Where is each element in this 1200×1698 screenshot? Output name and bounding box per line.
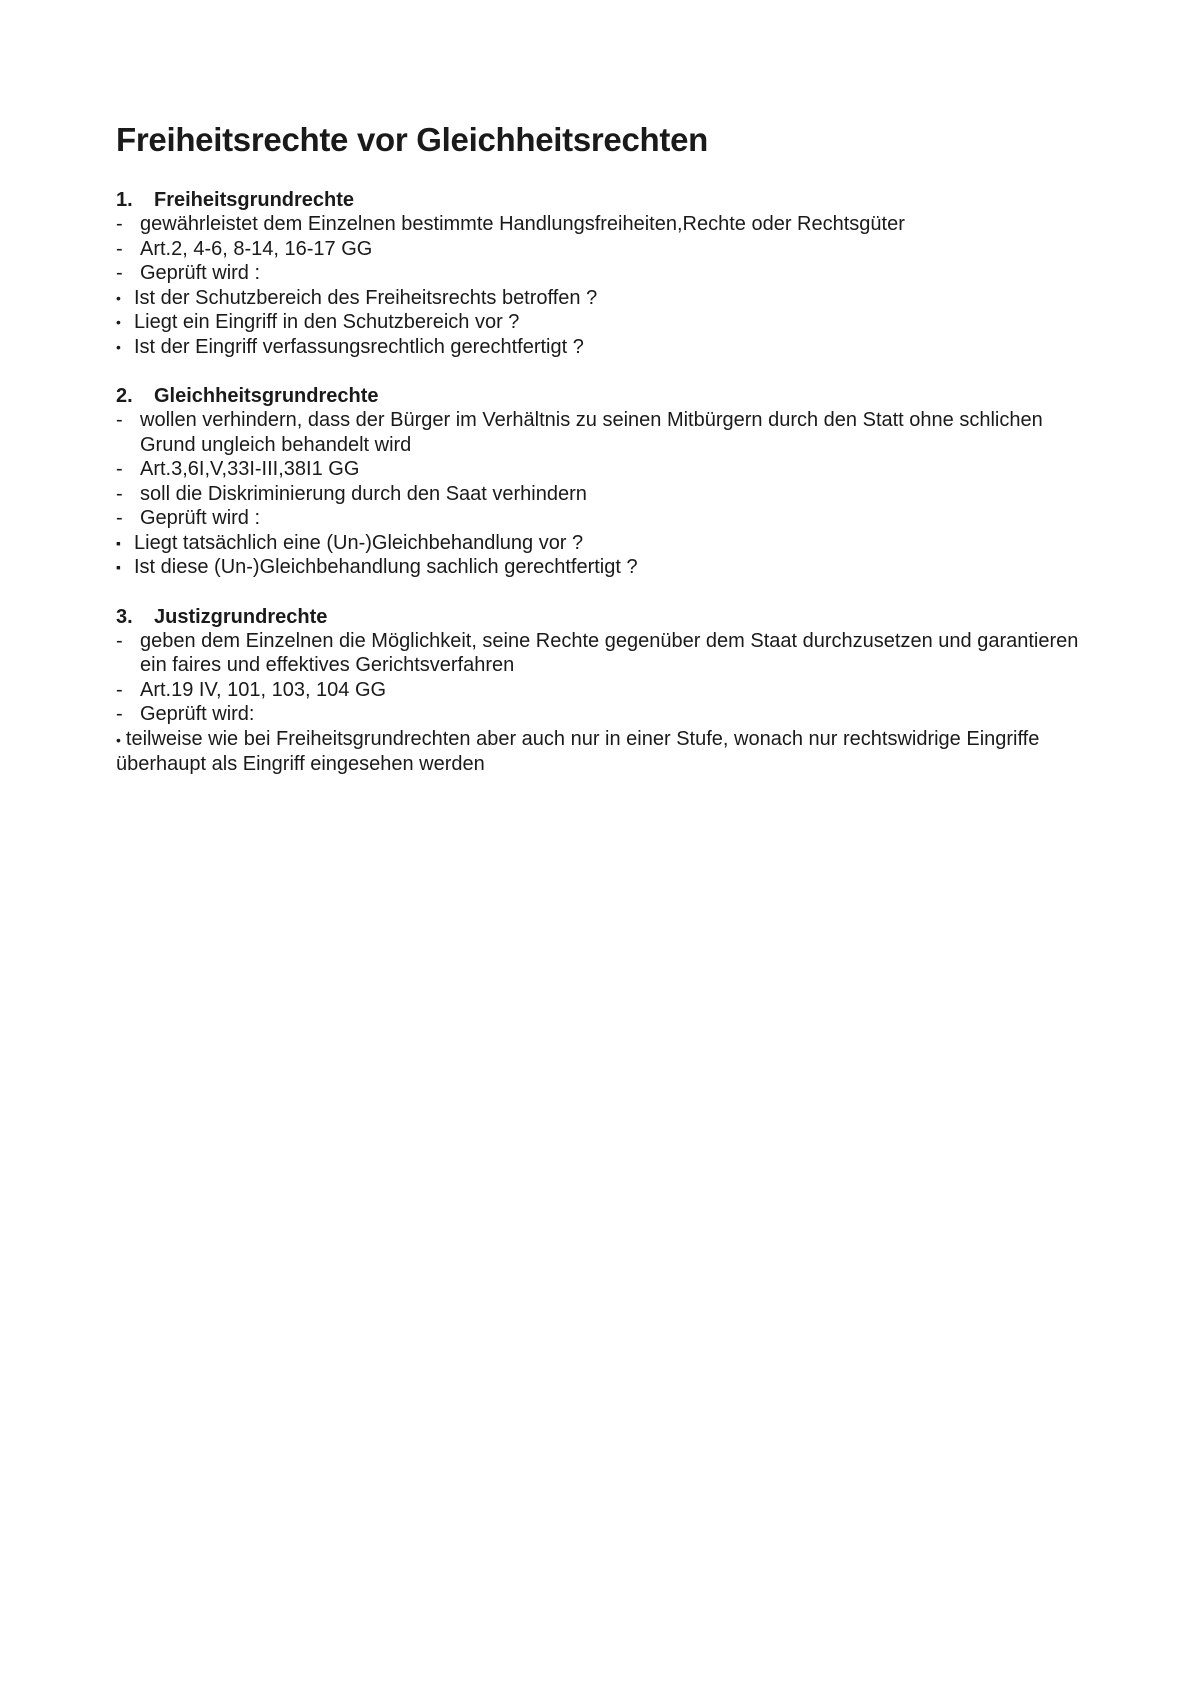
list-item-text: geben dem Einzelnen die Möglichkeit, seine Rechte gegenüber dem Staat durchzusetzen und garantieren ein faires und effektives Gerichtsverfahren	[140, 629, 1079, 676]
list-item-text: soll die Diskriminierung durch den Saat verhindern	[140, 482, 587, 505]
section-heading-text: Gleichheitsgrundrechte	[154, 385, 379, 407]
list-item	[116, 408, 1096, 457]
list-item	[116, 702, 1096, 727]
dash-marker: -	[116, 678, 123, 701]
list-item-text: gewährleistet dem Einzelnen bestimmte Handlungsfreiheiten,Rechte oder Rechtsgüter	[140, 213, 905, 235]
list-item	[116, 237, 1096, 262]
list-item	[116, 286, 1096, 311]
section-justizgrundrechte	[116, 605, 1096, 777]
dash-marker: -	[116, 482, 123, 505]
section-number: 2.	[116, 385, 133, 407]
section-freiheitsgrundrechte	[116, 188, 1096, 359]
list-item	[116, 212, 1096, 237]
dash-marker: -	[116, 213, 123, 235]
dash-marker: -	[116, 703, 123, 725]
dash-marker: -	[116, 507, 123, 529]
list-item-text: Art.2, 4-6, 8-14, 16-17 GG	[140, 237, 373, 260]
list-item-text: Geprüft wird:	[140, 703, 255, 725]
list-item-text: teilweise wie bei Freiheitsgrundrechten aber auch nur in einer Stufe, wonach nur rechtswidrige Eingriffe überhaupt als Eingriff eingesehen werden	[116, 727, 1040, 775]
list-item	[116, 629, 1096, 678]
list-item	[116, 482, 1096, 507]
bullet-marker: •	[116, 731, 121, 748]
dash-marker: -	[116, 409, 123, 431]
section-heading-text: Justizgrundrechte	[154, 605, 328, 628]
list-item	[116, 506, 1096, 531]
list-item-text: Art.19 IV, 101, 103, 104 GG	[140, 678, 387, 701]
document-page	[116, 118, 1096, 802]
list-item	[116, 727, 1096, 777]
list-item	[116, 310, 1096, 335]
list-item-text: Ist der Schutzbereich des Freiheitsrechts betroffen ?	[134, 286, 598, 309]
section-heading	[116, 384, 1096, 408]
list-item	[116, 678, 1096, 703]
bullet-marker: ▪	[116, 559, 121, 575]
section-heading	[116, 605, 1096, 629]
list-item-text: Ist der Eingriff verfassungsrechtlich gerechtfertigt ?	[134, 335, 584, 358]
dash-marker: -	[116, 629, 123, 652]
section-heading	[116, 188, 1096, 212]
section-heading-text: Freiheitsgrundrechte	[154, 189, 355, 211]
list-item-text: wollen verhindern, dass der Bürger im Verhältnis zu seinen Mitbürgern durch den Statt ohne schlichen Grund ungleich behandelt wird	[140, 409, 1043, 456]
section-number: 3.	[116, 605, 133, 628]
list-item-text: Ist diese (Un-)Gleichbehandlung sachlich gerechtfertigt ?	[134, 556, 638, 578]
dash-marker: -	[116, 458, 123, 480]
list-item-text: Liegt ein Eingriff in den Schutzbereich vor ?	[134, 311, 520, 333]
bullet-marker: •	[116, 338, 121, 355]
list-item	[116, 457, 1096, 482]
list-item	[116, 531, 1096, 556]
list-item-text: Liegt tatsächlich eine (Un-)Gleichbehandlung vor ?	[134, 531, 584, 554]
list-item-text: Art.3,6I,V,33I-III,38I1 GG	[140, 458, 360, 480]
list-item	[116, 261, 1096, 286]
list-item	[116, 335, 1096, 360]
list-item-text: Geprüft wird :	[140, 507, 261, 529]
dash-marker: -	[116, 262, 123, 284]
section-gleichheitsgrundrechte	[116, 384, 1096, 580]
bullet-marker: ▪	[116, 534, 121, 551]
list-item	[116, 555, 1096, 580]
section-number: 1.	[116, 189, 133, 211]
dash-marker: -	[116, 237, 123, 260]
bullet-marker: •	[116, 314, 121, 330]
document-title: Freiheitsrechte vor Gleichheitsrechten	[116, 121, 708, 158]
list-item-text: Geprüft wird :	[140, 262, 261, 284]
bullet-marker: •	[116, 289, 121, 306]
